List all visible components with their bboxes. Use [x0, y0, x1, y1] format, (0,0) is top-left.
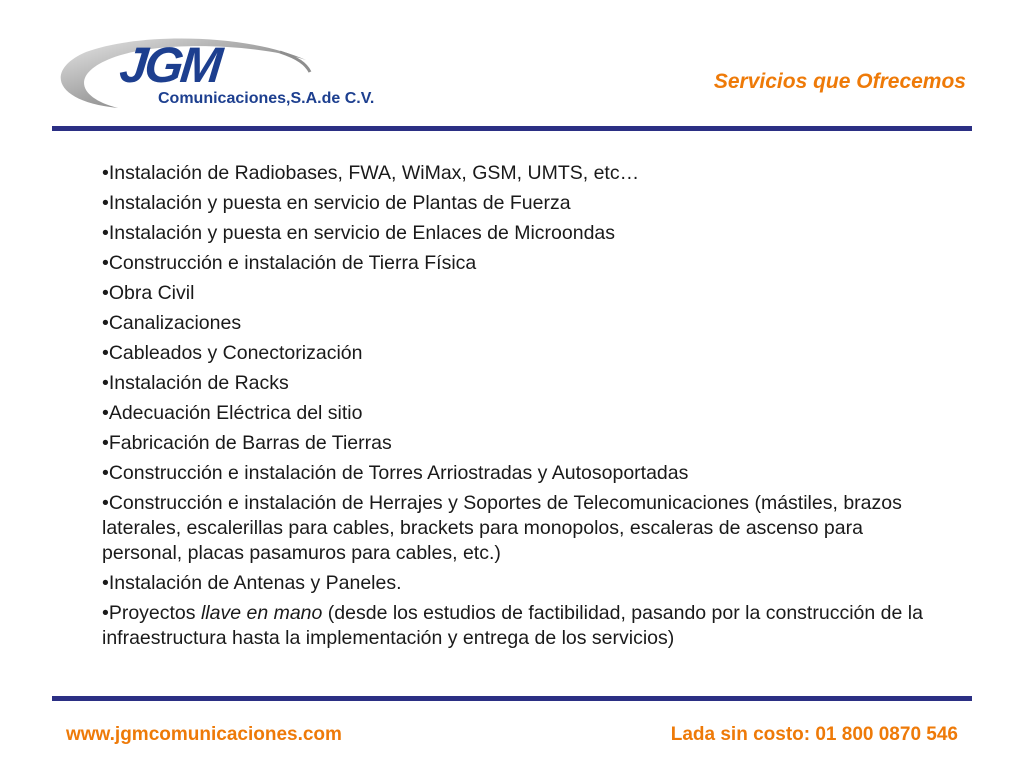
service-item: •Obra Civil	[102, 282, 195, 304]
service-item: •Instalación de Antenas y Paneles.	[102, 572, 402, 594]
company-logo	[48, 30, 398, 120]
service-item: •Construcción e instalación de Herrajes y Soportes de Telecomunicaciones (mástiles, brazos laterales, escalerillas para cables, brackets para monopolos, escaleras de ascenso para personal, placas pasamuros para cables, etc.)	[102, 492, 902, 564]
website-link[interactable]: www.jgmcomunicaciones.com	[66, 724, 342, 745]
service-item-turnkey	[102, 601, 932, 651]
toll-free-phone: Lada sin costo: 01 800 0870 546	[670, 724, 958, 745]
service-item: •Construcción e instalación de Tierra Física	[102, 252, 477, 274]
service-item: •Instalación y puesta en servicio de Plantas de Fuerza	[102, 192, 571, 214]
header-divider	[52, 126, 972, 131]
logo-wordmark: JGM	[117, 37, 223, 93]
turnkey-emphasis: llave en mano	[200, 602, 323, 624]
services-list	[102, 161, 932, 656]
turnkey-prefix: •Proyectos	[102, 602, 201, 624]
service-item: •Instalación y puesta en servicio de Enlaces de Microondas	[102, 222, 616, 244]
footer-divider	[52, 696, 972, 701]
service-item: •Cableados y Conectorización	[102, 342, 363, 364]
logo-company-name: Comunicaciones,S.A.de C.V.	[158, 90, 375, 107]
service-item: •Fabricación de Barras de Tierras	[102, 432, 392, 454]
service-item: •Instalación de Racks	[102, 372, 289, 394]
service-item: •Construcción e instalación de Torres Arriostradas y Autosoportadas	[102, 462, 689, 484]
service-item: •Instalación de Radiobases, FWA, WiMax, GSM, UMTS, etc…	[102, 162, 640, 184]
service-item: •Canalizaciones	[102, 312, 242, 334]
slide-title: Servicios que Ofrecemos	[713, 70, 966, 93]
turnkey-suffix: (desde los estudios de factibilidad, pasando por la construcción de la infraestructura hasta la implementación y entrega de los servicios)	[102, 602, 923, 649]
service-item: •Adecuación Eléctrica del sitio	[102, 402, 363, 424]
